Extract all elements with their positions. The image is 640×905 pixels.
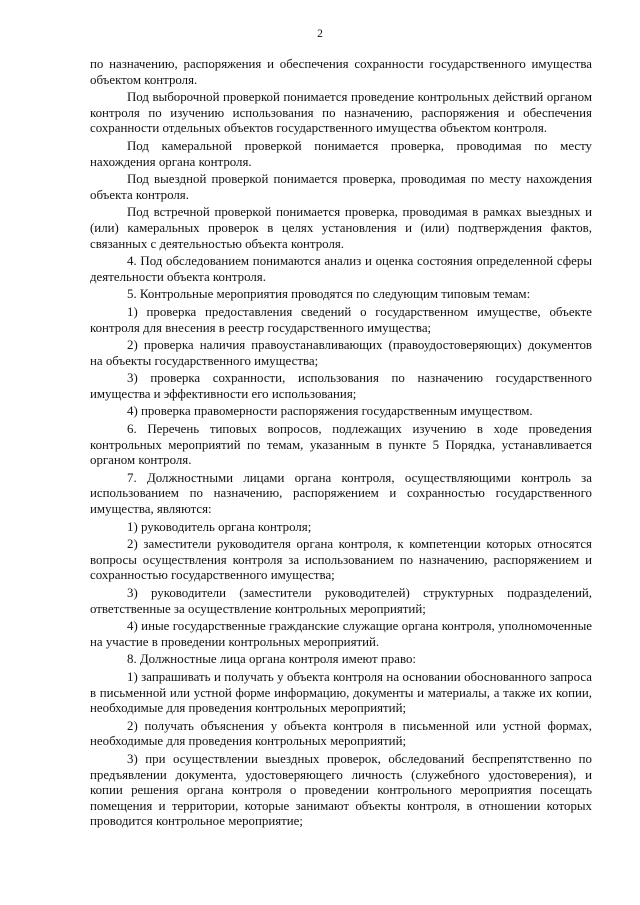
- paragraph-desk-inspection: Под камеральной проверкой понимается проверка, проводимая по месту нахождения органа контроля.: [90, 138, 592, 169]
- paragraph-item-4: 4. Под обследованием понимаются анализ и оценка состояния определенной сферы деятельности объекта контроля.: [90, 254, 592, 284]
- paragraph-continuation: по назначению, распоряжения и обеспечения сохранности государственного имущества объектом контроля.: [90, 57, 592, 87]
- paragraph-item-6: 6. Перечень типовых вопросов, подлежащих изучению в ходе проведения контрольных мероприятий по темам, указанным в пункте 5 Порядка, устанавливается органом контроля.: [90, 422, 592, 468]
- paragraph-item-8-2: 2) получать объяснения у объекта контроля в письменной или устной формах, необходимые для проведения контрольных мероприятий;: [90, 718, 592, 749]
- paragraph-item-7-2: 2) заместители руководителя органа контроля, к компетенции которых относятся вопросы осуществления контроля за использованием по назначению, распоряжением и сохранностью государственного имущества;: [90, 537, 592, 583]
- paragraph-item-8-1: 1) запрашивать и получать у объекта контроля на основании обоснованного запроса в письменной или устной форме информацию, документы и материалы, а также их копии, необходимые для проведения контрольных мероприятий;: [90, 669, 592, 716]
- paragraph-item-7-3: 3) руководители (заместители руководителей) структурных подразделений, ответственные за осуществление контрольных мероприятий;: [90, 586, 592, 616]
- page-number: 2: [317, 28, 323, 40]
- paragraph-field-inspection: Под выездной проверкой понимается проверка, проводимая по месту нахождения объекта контроля.: [90, 172, 592, 202]
- paragraph-counter-inspection: Под встречной проверкой понимается проверка, проводимая в рамках выездных и (или) камеральных проверок в целях установления и (или) подтверждения фактов, связанных с деятельностью объекта контроля.: [90, 205, 592, 251]
- paragraph-item-8-3: 3) при осуществлении выездных проверок, обследований беспрепятственно по предъявлении документа, удостоверяющего личность (служебного удостоверения), и копии решения органа контроля о проведении контрольного мероприятия посещать помещения и территории, которые занимают объекты контроля, в отношении которых проводится контрольное мероприятие;: [90, 751, 592, 829]
- paragraph-sample-inspection: Под выборочной проверкой понимается проведение контрольных действий органом контроля по изучению использования по назначению, распоряжения и обеспечения сохранности отдельных объектов государственного имущества объектом контроля.: [90, 90, 592, 136]
- paragraph-item-7: 7. Должностными лицами органа контроля, осуществляющими контроль за использованием по назначению, распоряжением и сохранностью государственного имущества, являются:: [90, 470, 592, 517]
- paragraph-item-7-1: 1) руководитель органа контроля;: [127, 519, 312, 534]
- paragraph-item-8: 8. Должностные лица органа контроля имеют право:: [127, 652, 416, 667]
- paragraph-item-5-2: 2) проверка наличия правоустанавливающих (правоудостоверяющих) документов на объекты государственного имущества;: [90, 338, 592, 368]
- paragraph-item-5-1: 1) проверка предоставления сведений о государственном имуществе, объекте контроля для внесения в реестр государственного имущества;: [90, 304, 592, 335]
- document-body: [90, 57, 592, 832]
- paragraph-item-5-3: 3) проверка сохранности, использования по назначению государственного имущества и эффективности его использования;: [90, 371, 592, 401]
- paragraph-item-5: 5. Контрольные мероприятия проводятся по следующим типовым темам:: [127, 287, 531, 302]
- paragraph-item-5-4: 4) проверка правомерности распоряжения государственным имуществом.: [127, 404, 533, 419]
- paragraph-item-7-4: 4) иные государственные гражданские служащие органа контроля, уполномоченные на участие в проведении контрольных мероприятий.: [90, 619, 592, 649]
